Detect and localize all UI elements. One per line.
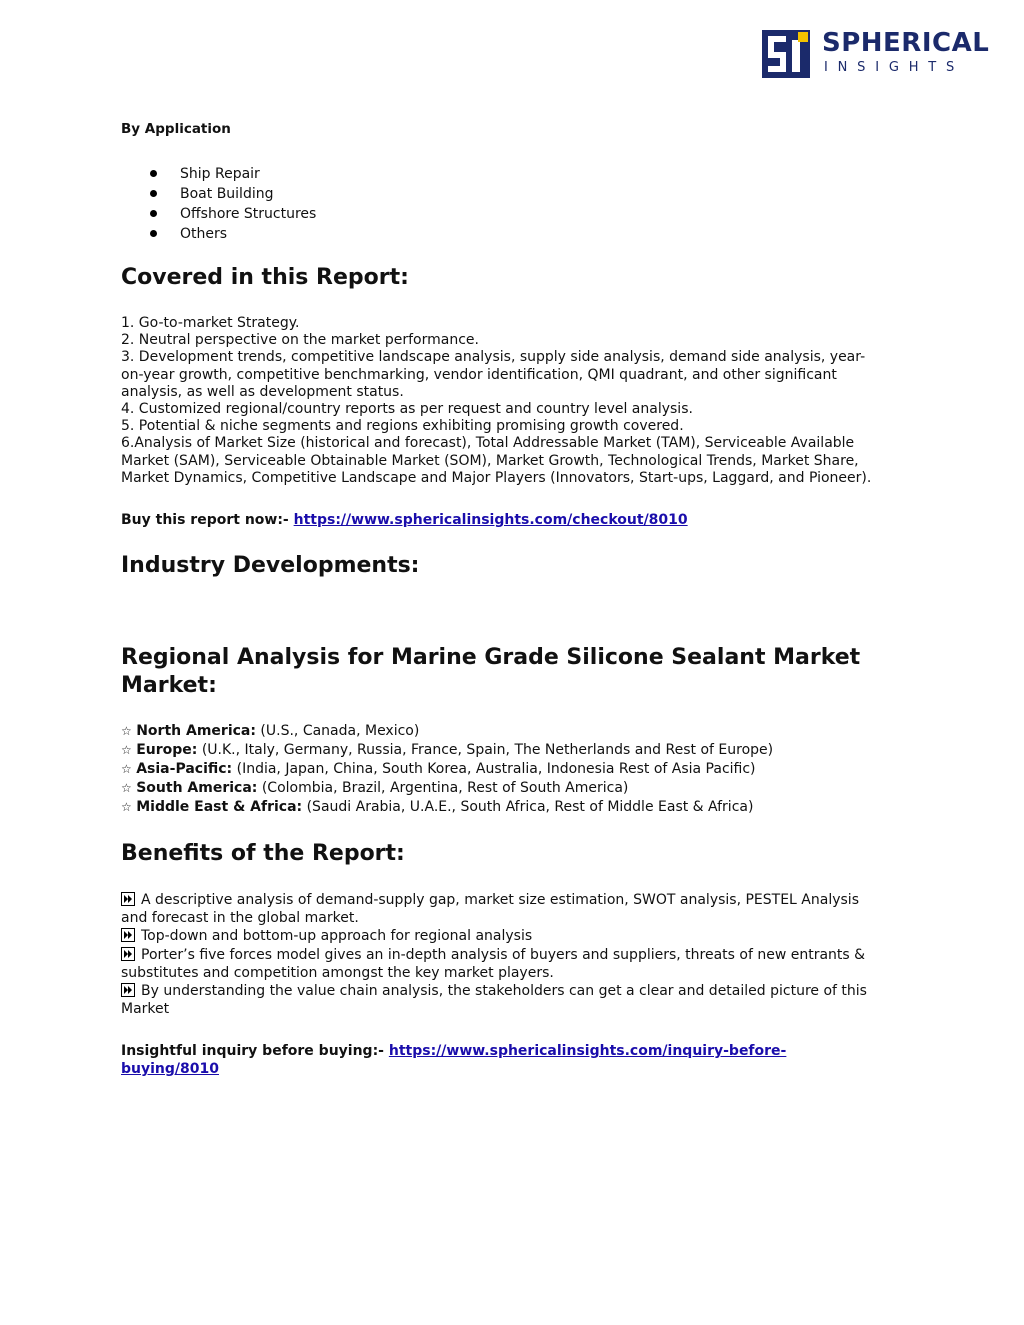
region-row: ☆ South America: (Colombia, Brazil, Argentina, Rest of South America) xyxy=(121,780,629,796)
logo-wordmark: SPHERICAL xyxy=(822,28,990,58)
buy-report-line xyxy=(121,511,688,529)
fast-forward-box-icon xyxy=(121,928,135,942)
list-item: Ship Repair xyxy=(121,164,316,184)
covered-line: Market (SAM), Serviceable Obtainable Market (SOM), Market Growth, Technological Trends, Market Share, xyxy=(121,452,859,469)
star-icon: ☆ xyxy=(121,743,132,757)
bullet-icon xyxy=(150,170,157,177)
benefit-item: Top-down and bottom-up approach for regional analysis xyxy=(121,927,867,945)
regional-analysis-heading: Regional Analysis for Marine Grade Silicone Sealant Market Market: xyxy=(121,645,861,698)
covered-line: analysis, as well as development status. xyxy=(121,383,404,400)
benefit-item: By understanding the value chain analysis, the stakeholders can get a clear and detailed picture of this xyxy=(121,982,867,1000)
star-icon: ☆ xyxy=(121,762,132,776)
covered-line: 6.Analysis of Market Size (historical and forecast), Total Addressable Market (TAM), Serviceable Available xyxy=(121,435,855,452)
benefit-item: Porter’s five forces model gives an in-depth analysis of buyers and suppliers, threats of new entrants & xyxy=(121,946,867,964)
star-icon: ☆ xyxy=(121,800,132,814)
list-item: Offshore Structures xyxy=(121,204,316,224)
covered-line: on-year growth, competitive benchmarking, vendor identification, QMI quadrant, and other significant xyxy=(121,366,837,383)
covered-line: 4. Customized regional/country reports as per request and country level analysis. xyxy=(121,401,693,418)
inquiry-label: Insightful inquiry before buying:- xyxy=(121,1043,389,1059)
logo-tagline: INSIGHTS xyxy=(824,60,965,75)
region-row: ☆ Middle East & Africa: (Saudi Arabia, U.A.E., South Africa, Rest of Middle East & Africa) xyxy=(121,799,754,815)
star-icon: ☆ xyxy=(121,781,132,795)
list-item: Boat Building xyxy=(121,184,316,204)
inquiry-link[interactable]: https://www.sphericalinsights.com/inquiry-before- xyxy=(388,1043,787,1059)
covered-line: 5. Potential & niche segments and regions exhibiting promising growth covered. xyxy=(121,418,684,435)
buy-label: Buy this report now:- xyxy=(121,512,294,528)
bullet-icon xyxy=(150,210,157,217)
industry-developments-heading: Industry Developments: xyxy=(121,553,420,578)
fast-forward-box-icon xyxy=(121,947,135,961)
bullet-icon xyxy=(150,230,157,237)
covered-line: Market Dynamics, Competitive Landscape and Major Players (Innovators, Start-ups, Laggard, and Pioneer). xyxy=(121,469,872,486)
benefit-item: A descriptive analysis of demand-supply gap, market size estimation, SWOT analysis, PESTEL Analysis xyxy=(121,891,867,909)
benefits-list: A descriptive analysis of demand-supply gap, market size estimation, SWOT analysis, PESTEL Analysis and forecast in the global market. Top-down and bottom-up approach for regional analysis Porter’s five forces model gives an in-depth analysis of buyers and suppliers, threats of new entrants & substitutes and competition amongst the key market players. By understanding the value chain analysis, the stakeholders can get a clear and detailed picture of this Market xyxy=(121,892,867,1018)
by-application-heading: By Application xyxy=(121,121,231,137)
star-icon: ☆ xyxy=(121,724,132,738)
fast-forward-box-icon xyxy=(121,983,135,997)
inquiry-link-continued[interactable]: buying/8010 xyxy=(121,1061,219,1077)
checkout-link[interactable]: https://www.sphericalinsights.com/checkout/8010 xyxy=(293,512,688,528)
region-row: ☆ Asia-Pacific: (India, Japan, China, South Korea, Australia, Indonesia Rest of Asia Pacific) xyxy=(121,761,756,777)
logo-mark-icon xyxy=(762,30,810,78)
covered-heading: Covered in this Report: xyxy=(121,265,409,290)
region-row: ☆ North America: (U.S., Canada, Mexico) xyxy=(121,723,420,739)
spherical-insights-logo xyxy=(762,28,990,78)
covered-line: 3. Development trends, competitive landscape analysis, supply side analysis, demand side analysis, year- xyxy=(121,349,866,366)
bullet-icon xyxy=(150,190,157,197)
benefits-heading: Benefits of the Report: xyxy=(121,841,405,866)
covered-list xyxy=(121,315,871,487)
region-list xyxy=(121,722,773,817)
covered-line: 2. Neutral perspective on the market performance. xyxy=(121,332,479,349)
inquiry-line xyxy=(121,1042,786,1078)
region-row: ☆ Europe: (U.K., Italy, Germany, Russia, France, Spain, The Netherlands and Rest of Europe) xyxy=(121,742,774,758)
fast-forward-box-icon xyxy=(121,892,135,906)
application-list xyxy=(121,164,316,244)
list-item: Others xyxy=(121,224,316,244)
covered-line: 1. Go-to-market Strategy. xyxy=(121,315,300,331)
